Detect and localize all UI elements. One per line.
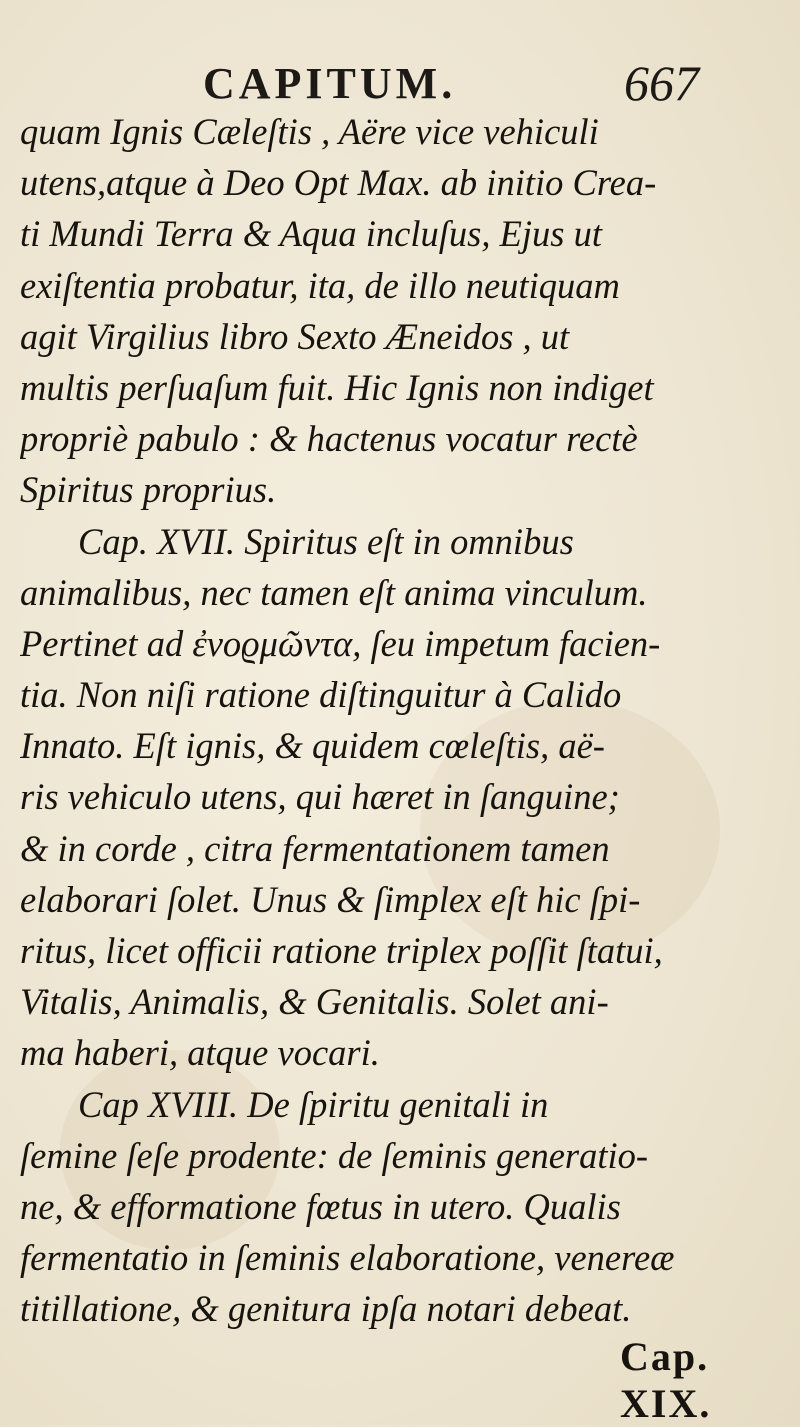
text-line: Vitalis, Animalis, & Genitalis. Solet ani- [20, 981, 609, 1023]
running-head: CAPITUM. [203, 59, 457, 108]
text-line: Spiritus proprius. [20, 469, 277, 511]
text-line: tia. Non niſi ratione diſtinguitur à Calido [20, 674, 622, 716]
text-line: animalibus, nec tamen eſt anima vinculum. [20, 571, 648, 613]
text-line: ti Mundi Terra & Aqua incluſus, Ejus ut [20, 213, 603, 255]
text-line: fermentatio in ſeminis elaboratione, venereæ [20, 1237, 675, 1279]
text-line: Innato. Eſt ignis, & quidem cœleſtis, aë- [20, 725, 605, 767]
text-line: ris vehiculo utens, qui hæret in ſanguine; [20, 776, 620, 818]
chapter-heading-line: Cap. XVII. Spiritus eſt in omnibus [78, 520, 574, 562]
text-line: Pertinet ad ἐνοϱμῶντα, ſeu impetum facien- [20, 622, 661, 664]
text-line: agit Virgilius libro Sexto Æneidos , ut [20, 315, 570, 357]
text-line: ritus, licet officii ratione triplex poſſit ſtatui, [20, 930, 663, 971]
text-line: ma haberi, atque vocari. [20, 1032, 380, 1074]
body-text [20, 106, 790, 1335]
catchword: Cap. XIX. [620, 1334, 712, 1426]
text-line: ne, & efformatione fœtus in utero. Qualis [20, 1185, 621, 1227]
text-line: utens,atque à Deo Opt Max. ab initio Crea- [20, 162, 657, 204]
chapter-heading-line: Cap XVIII. De ſpiritu genitali in [78, 1083, 549, 1125]
text-line: elaborari ſolet. Unus & ſimplex eſt hic ſpi- [20, 878, 641, 920]
page-number: 667 [624, 55, 699, 111]
text-line: quam Ignis Cæleſtis , Aëre vice vehiculi [20, 111, 599, 152]
text-line: ſemine ſeſe prodente: de ſeminis generatio- [20, 1134, 649, 1176]
text-line: propriè pabulo : & hactenus vocatur rectè [20, 418, 638, 460]
text-line: exiſtentia probatur, ita, de illo neutiquam [20, 264, 620, 306]
text-line: multis perſuaſum fuit. Hic Ignis non indiget [20, 366, 654, 408]
text-line: & in corde , citra fermentationem tamen [20, 827, 610, 869]
text-line: titillatione, & genitura ipſa notari debeat. [20, 1288, 632, 1330]
